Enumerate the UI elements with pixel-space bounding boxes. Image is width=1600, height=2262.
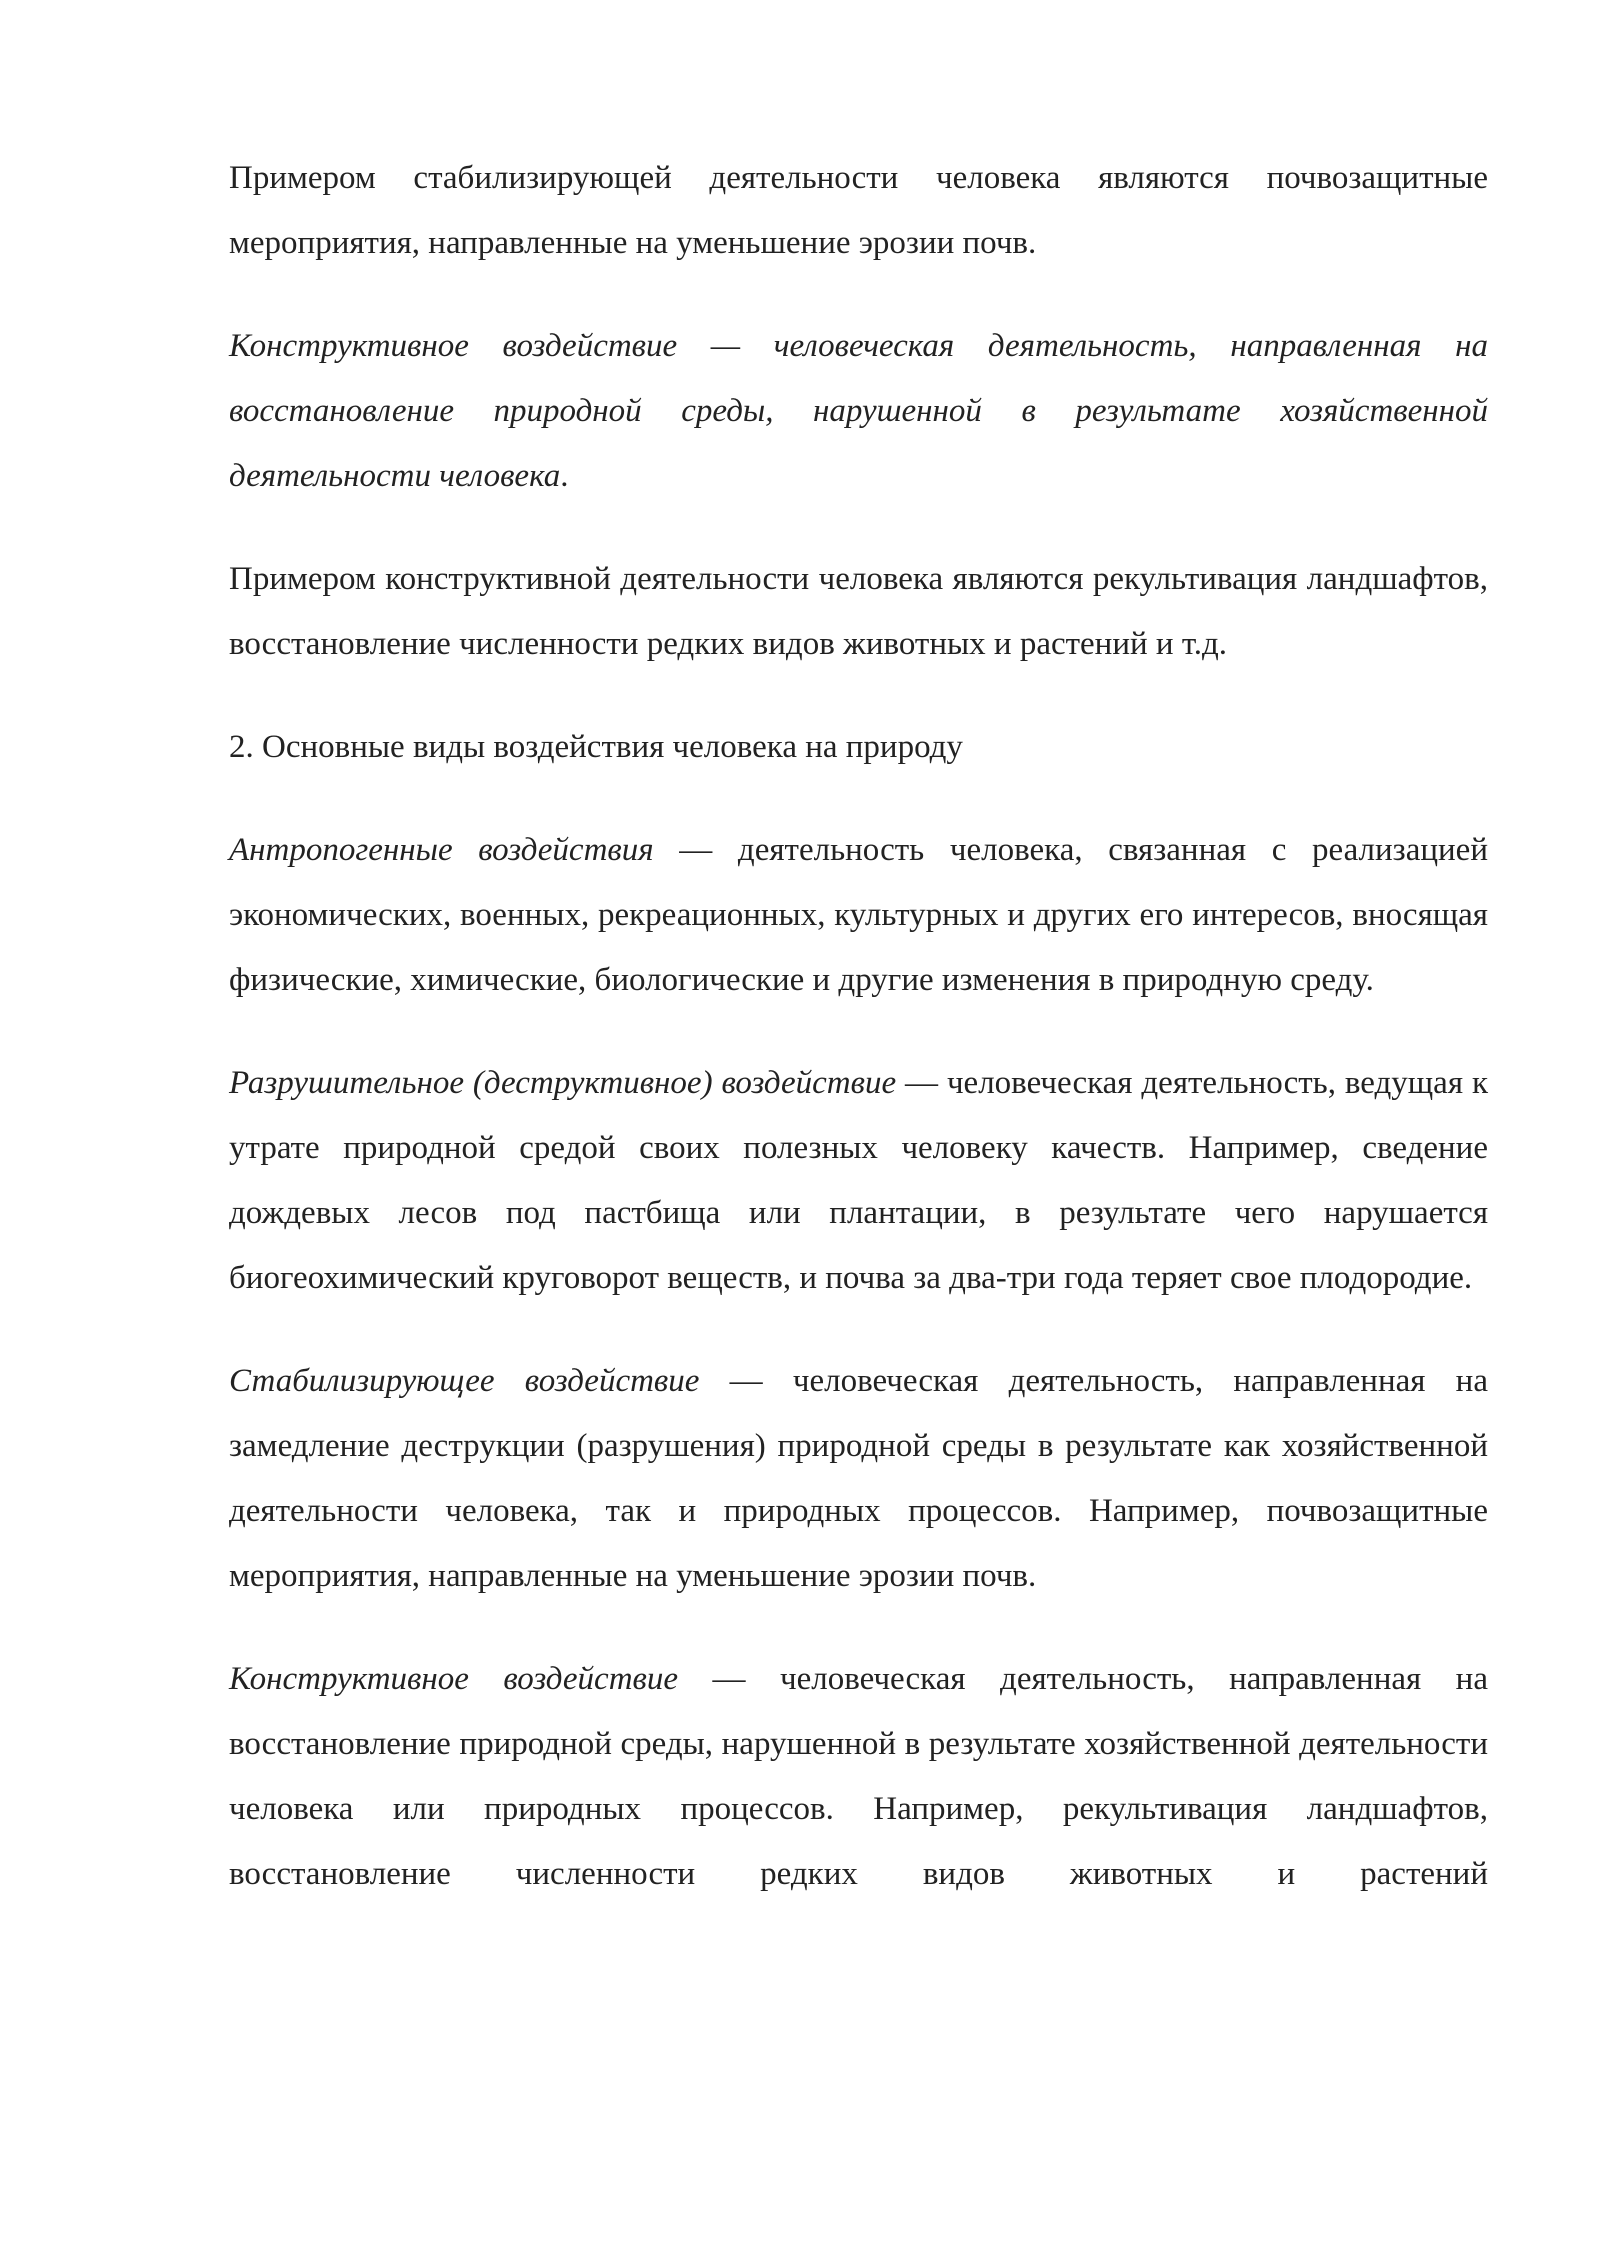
- term-stabilizing-impact: Стабилизирующее воздействие: [229, 1363, 700, 1399]
- period-mark: .: [560, 458, 569, 494]
- term-constructive-impact: Конструктивное воздействие: [229, 1661, 678, 1697]
- paragraph-constructive-impact: [229, 1647, 1488, 1907]
- paragraph-anthropogenic-impact: [229, 818, 1488, 1013]
- definition-text: — человеческая деятельность, направленная на восстановление природной среды, нарушенной в результате хозяйственной деятельности человека или природных процессов. Например, рекультивация ландшафтов, восстановление численности редких видов животных и растений: [229, 1661, 1488, 1892]
- paragraph-stabilizing-example: Примером стабилизирующей деятельности человека являются почвозащитные мероприятия, направленные на уменьшение эрозии почв.: [229, 160, 1488, 261]
- paragraph-destructive-impact: [229, 1051, 1488, 1311]
- paragraph-constructive-definition: [229, 314, 1488, 509]
- term-destructive-impact: Разрушительное (деструктивное) воздействие: [229, 1065, 897, 1101]
- term-anthropogenic-impact: Антропогенные воздействия: [229, 832, 654, 868]
- document-page: [229, 146, 1488, 1945]
- definition-text: — человеческая деятельность, направленная на замедление деструкции (разрушения) природной среды в результате как хозяйственной деятельности человека, так и природных процессов. Например, почвозащитные мероприятия, направленные на уменьшение эрозии почв.: [229, 1363, 1488, 1594]
- paragraph-stabilizing-impact: [229, 1349, 1488, 1609]
- paragraph-constructive-example: Примером конструктивной деятельности человека являются рекультивация ландшафтов, восстановление численности редких видов животных и растений и т.д.: [229, 561, 1488, 662]
- definition-text: — деятельность человека, связанная с реализацией экономических, военных, рекреационных, культурных и других его интересов, вносящая физические, химические, биологические и другие изменения в природную среду.: [229, 832, 1488, 998]
- term-constructive-impact: Конструктивное воздействие: [229, 328, 678, 364]
- definition-text: — человеческая деятельность, направленная на восстановление природной среды, нарушенной в результате хозяйственной деятельности человека: [229, 328, 1488, 494]
- definition-text: — человеческая деятельность, ведущая к утрате природной средой своих полезных человеку качеств. Например, сведение дождевых лесов под пастбища или плантации, в результате чего нарушается биогеохимический круговорот веществ, и почва за два-три года теряет свое плодородие.: [229, 1065, 1488, 1296]
- section-heading: 2. Основные виды воздействия человека на природу: [229, 729, 963, 765]
